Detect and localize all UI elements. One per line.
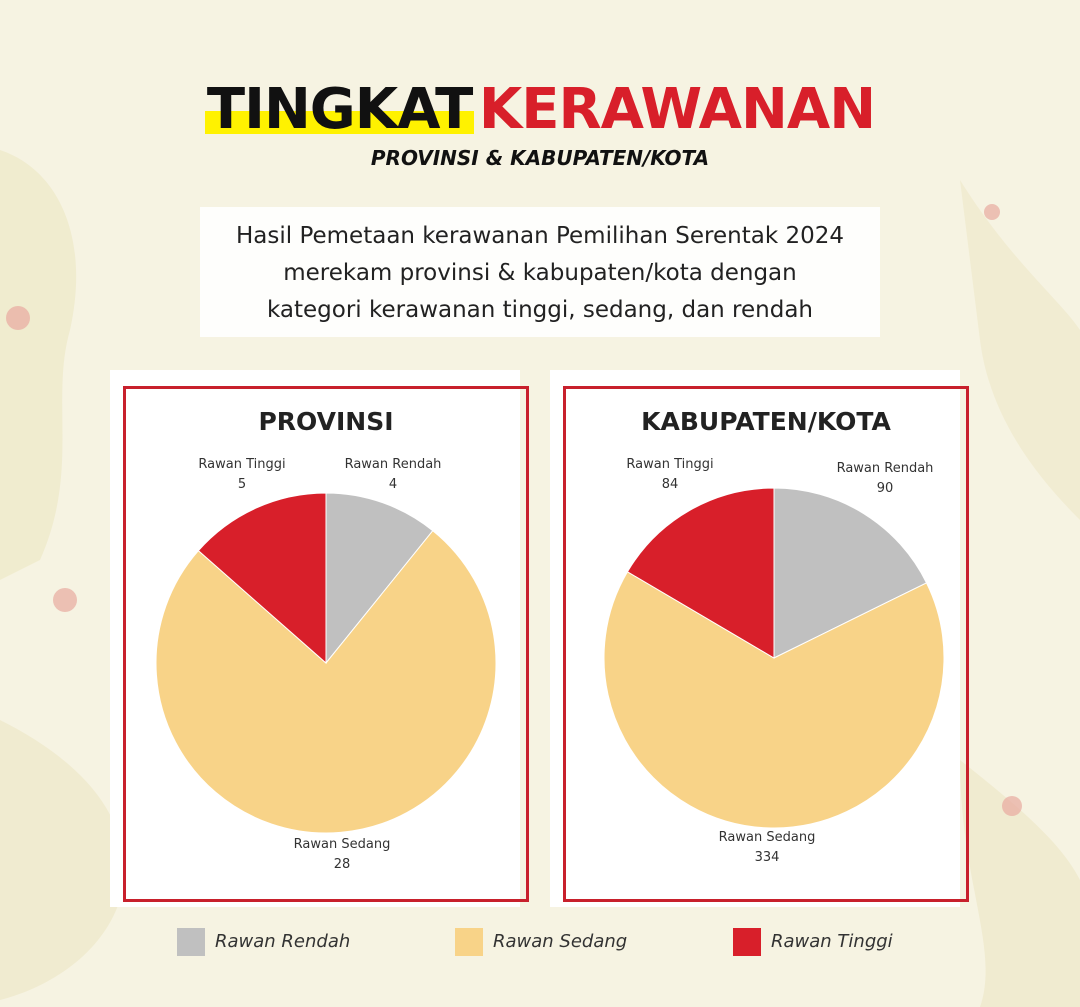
legend-label-rendah: Rawan Rendah: [215, 931, 351, 952]
legend-label-tinggi: Rawan Tinggi: [771, 931, 893, 952]
description-line-2: merekam provinsi & kabupaten/kota dengan: [283, 260, 797, 286]
pie-value-kabupaten-kota-rendah: 90: [876, 481, 894, 496]
pie-value-kabupaten-kota-sedang: 334: [754, 850, 780, 865]
chart-title-provinsi: PROVINSI: [258, 407, 394, 436]
pie-label-provinsi-tinggi: Rawan Tinggi: [198, 457, 286, 472]
legend-swatch-tinggi: [733, 928, 761, 956]
page-subtitle: PROVINSI & KABUPATEN/KOTA: [370, 146, 710, 170]
legend-swatch-rendah: [177, 928, 205, 956]
pie-label-kabupaten-kota-rendah: Rawan Rendah: [836, 461, 934, 476]
pie-label-kabupaten-kota-tinggi: Rawan Tinggi: [626, 457, 714, 472]
description-line-3: kategori kerawanan tinggi, sedang, dan rendah: [266, 297, 814, 323]
chart-title-kabupaten-kota: KABUPATEN/KOTA: [641, 407, 891, 436]
legend-swatch-sedang: [455, 928, 483, 956]
pie-value-provinsi-sedang: 28: [333, 857, 351, 872]
pie-value-provinsi-tinggi: 5: [237, 477, 247, 492]
title-word-tingkat: TINGKAT: [206, 77, 473, 142]
legend-label-sedang: Rawan Sedang: [493, 931, 628, 952]
pie-label-provinsi-sedang: Rawan Sedang: [293, 837, 391, 852]
title-word-kerawanan: KERAWANAN: [478, 77, 876, 142]
pie-label-provinsi-rendah: Rawan Rendah: [344, 457, 442, 472]
pie-value-kabupaten-kota-tinggi: 84: [661, 477, 679, 492]
pie-value-provinsi-rendah: 4: [388, 477, 398, 492]
pie-label-kabupaten-kota-sedang: Rawan Sedang: [718, 830, 816, 845]
legend: [0, 928, 1080, 958]
description-line-1: Hasil Pemetaan kerawanan Pemilihan Serentak 2024: [235, 223, 845, 249]
